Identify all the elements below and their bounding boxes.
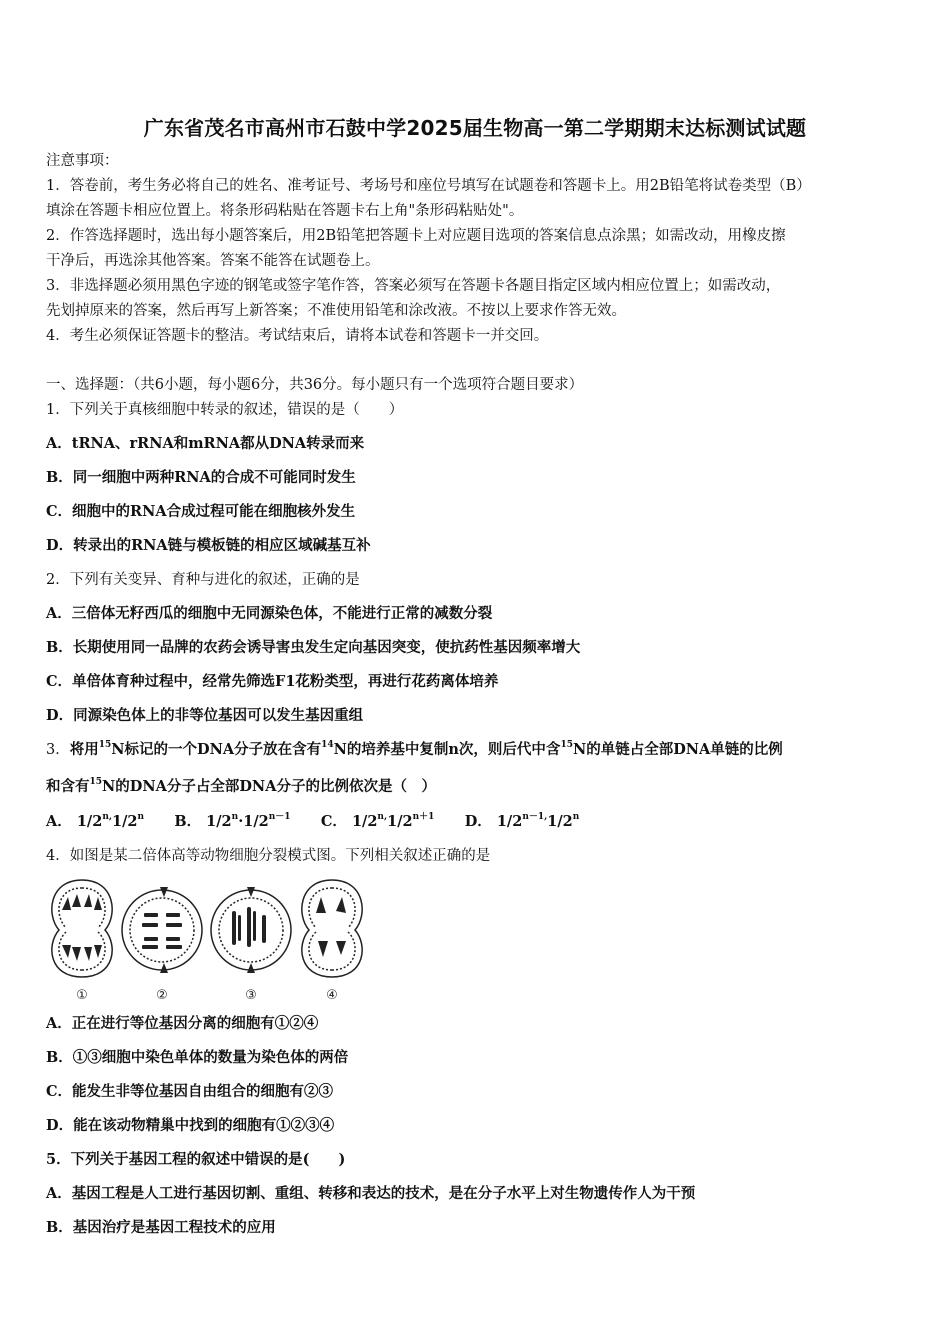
question-4-option-c: C．能发生非等位基因自由组合的细胞有②③ [46, 1083, 334, 1100]
question-2-option-c: C．单倍体育种过程中，经常先筛选F1花粉类型，再进行花药离体培养 [46, 673, 499, 690]
cell-division-figure [44, 875, 374, 1005]
notice-line: 干净后，再选涂其他答案。答案不能答在试题卷上。 [46, 253, 380, 269]
stem-text: N标记的一个DNA分子放在含有 [111, 741, 322, 758]
question-3-stem [46, 738, 906, 762]
question-5-option-a: A．基因工程是人工进行基因切割、重组、转移和表达的技术，是在分子水平上对生物遗传作人为干预 [46, 1185, 696, 1202]
question-1-option-b: B．同一细胞中两种RNA的合成不可能同时发生 [46, 469, 356, 486]
question-3-stem-continued [46, 775, 906, 799]
question-4-option-b: B．①③细胞中染色单体的数量为染色体的两倍 [46, 1049, 349, 1066]
question-4-option-d: D．能在该动物精巢中找到的细胞有①②③④ [46, 1117, 335, 1134]
cell-4-diagram [302, 880, 362, 977]
question-1-option-d: D．转录出的RNA链与模板链的相应区域碱基互补 [46, 537, 371, 554]
figure-label-3: ③ [245, 988, 257, 1003]
stem-text: N的DNA分子占全部DNA分子的比例依次是（ ） [102, 778, 436, 795]
question-3-options [46, 810, 906, 834]
stem-text: 和含有 [46, 778, 90, 795]
question-5-stem: 5．下列关于基因工程的叙述中错误的是( ) [46, 1151, 346, 1168]
question-3-option-c: C． $1/2^{n,}1/2^{n+1}$ [320, 812, 435, 830]
question-4-option-a: A．正在进行等位基因分离的细胞有①②④ [46, 1015, 319, 1032]
question-1-stem: 1．下列关于真核细胞中转录的叙述，错误的是（ ） [46, 402, 404, 418]
question-2-option-d: D．同源染色体上的非等位基因可以发生基因重组 [46, 707, 364, 724]
figure-label-4: ④ [326, 988, 338, 1003]
stem-text: 将用 [69, 741, 99, 758]
exam-title: 广东省茂名市高州市石鼓中学2025届生物高一第二学期期末达标测试试题 [143, 116, 807, 140]
question-3-option-b: B． $1/2^n\cdot 1/2^{n-1}$ [174, 812, 291, 830]
notice-heading: 注意事项： [46, 153, 119, 169]
question-5-option-b: B．基因治疗是基因工程技术的应用 [46, 1219, 276, 1236]
question-1-option-c: C．细胞中的RNA合成过程可能在细胞核外发生 [46, 503, 356, 520]
isotope-superscript: 15 [98, 740, 112, 750]
question-3-number: 3． [46, 742, 70, 758]
isotope-superscript: 15 [560, 740, 573, 750]
stem-text: N的培养基中复制n次，则后代中含 [333, 741, 561, 758]
section-heading: 一、选择题：（共6小题，每小题6分，共36分。每小题只有一个选项符合题目要求） [46, 377, 584, 393]
question-3-option-d: D． $1/2^{n-1,}1/2^n$ [464, 812, 580, 830]
notice-line: 先划掉原来的答案，然后再写上新答案；不准使用铅笔和涂改液。不按以上要求作答无效。 [46, 303, 626, 319]
notice-line: 1．答卷前，考生务必将自己的姓名、准考证号、考场号和座位号填写在试题卷和答题卡上。用2B铅笔将试卷类型（B） [46, 178, 811, 194]
cell-1-diagram [52, 880, 112, 977]
question-1-option-a: A．tRNA、rRNA和mRNA都从DNA转录而来 [46, 435, 365, 452]
stem-text: N的单链占全部DNA单链的比例 [572, 741, 783, 758]
figure-label-2: ② [156, 988, 168, 1003]
figure-label-1: ① [76, 988, 88, 1003]
question-3-option-a: A． $1/2^{n,}1/2^n$ [46, 812, 145, 830]
isotope-superscript: 14 [321, 740, 334, 750]
question-2-option-a: A．三倍体无籽西瓜的细胞中无同源染色体，不能进行正常的减数分裂 [46, 605, 493, 622]
question-4-stem: 4．如图是某二倍体高等动物细胞分裂模式图。下列相关叙述正确的是 [46, 848, 491, 864]
notice-line: 2．作答选择题时，选出每小题答案后，用2B铅笔把答题卡上对应题目选项的答案信息点涂黑；如需改动，用橡皮擦 [46, 228, 786, 244]
question-2-option-b: B．长期使用同一品牌的农药会诱导害虫发生定向基因突变，使抗药性基因频率增大 [46, 639, 581, 656]
isotope-superscript: 15 [89, 777, 103, 787]
cell-2-diagram [122, 890, 202, 970]
notice-line: 填涂在答题卡相应位置上。将条形码粘贴在答题卡右上角"条形码粘贴处"。 [46, 203, 524, 219]
notice-line: 4．考生必须保证答题卡的整洁。考试结束后，请将本试卷和答题卡一并交回。 [46, 328, 549, 344]
question-2-stem: 2．下列有关变异、育种与进化的叙述，正确的是 [46, 572, 360, 588]
notice-line: 3．非选择题必须用黑色字迹的钢笔或签字笔作答，答案必须写在答题卡各题目指定区域内相应位置上；如需改动， [46, 278, 781, 294]
